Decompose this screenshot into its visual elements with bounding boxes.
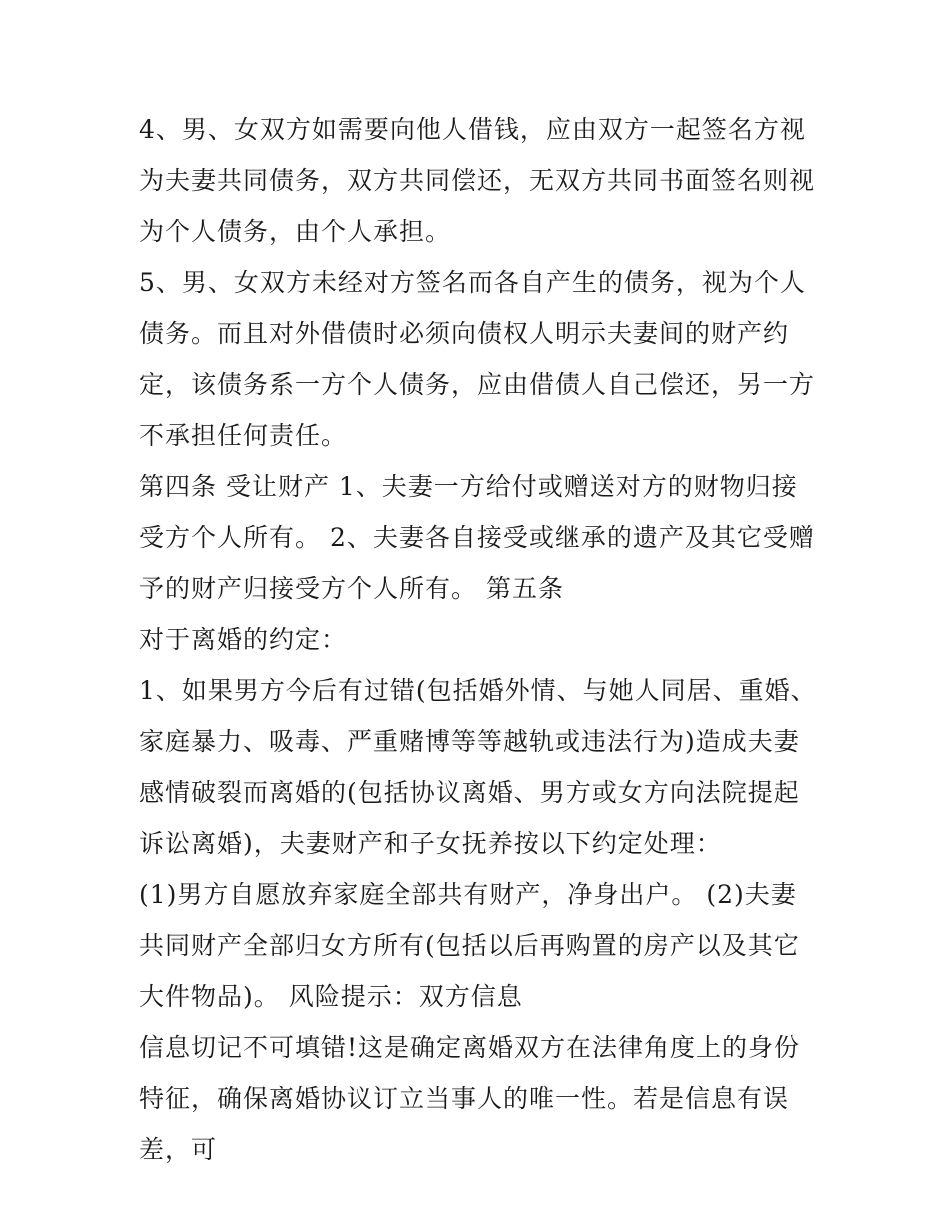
document-body: [139, 104, 819, 1175]
text-segment: 风险提示：双方信息: [288, 982, 523, 1011]
paragraph-risk-note: [139, 1022, 819, 1175]
text-segment: 4、男、女双方如需要向他人借钱，应由双方一起签名方视为夫妻共同债务，双方共同偿还，无双方共同书面签名则视为个人债务，由个人承担。: [139, 115, 816, 246]
text-segment: 第五条: [485, 574, 564, 603]
text-segment: 第四条 受让财产 1、夫妻一方给付或赠送对方的财物归接受方个人所有。: [139, 472, 798, 552]
text-segment: 1、如果男方今后有过错(包括婚外情、与她人同居、重婚、家庭暴力、吸毒、严重赌博等等越轨或违法行为)造成夫妻感情破裂而离婚的(包括协议离婚、男方或女方向法院提起诉讼离婚)，夫妻财产和子女抚养按以下约定处理：: [139, 676, 817, 858]
text-segment: (1)男方自愿放弃家庭全部共有财产，净身出户。: [139, 880, 698, 909]
text-segment: 信息切记不可填错!这是确定离婚双方在法律角度上的身份特征，确保离婚协议订立当事人的唯一性。若是信息有误差，可: [139, 1033, 801, 1164]
paragraph-divorce-heading: [139, 614, 819, 665]
paragraph-divorce-terms: [139, 869, 819, 1022]
text-segment: (2)夫妻共同财产全部归女方所有(包括以后再购置的房产以及其它大件物品)。: [139, 880, 800, 1011]
paragraph-divorce-item-1: [139, 665, 819, 869]
text-segment: 2、夫妻各自接受或继承的遗产及其它受赠予的财产归接受方个人所有。: [139, 523, 815, 603]
paragraph-article-4: [139, 461, 819, 614]
text-segment: 对于离婚的约定：: [139, 625, 348, 654]
paragraph-item-5: [139, 257, 819, 461]
paragraph-item-4: [139, 104, 819, 257]
text-segment: 5、男、女双方未经对方签名而各自产生的债务，视为个人债务。而且对外借债时必须向债权人明示夫妻间的财产约定，该债务系一方个人债务，应由借债人自己偿还，另一方不承担任何责任。: [139, 268, 816, 450]
